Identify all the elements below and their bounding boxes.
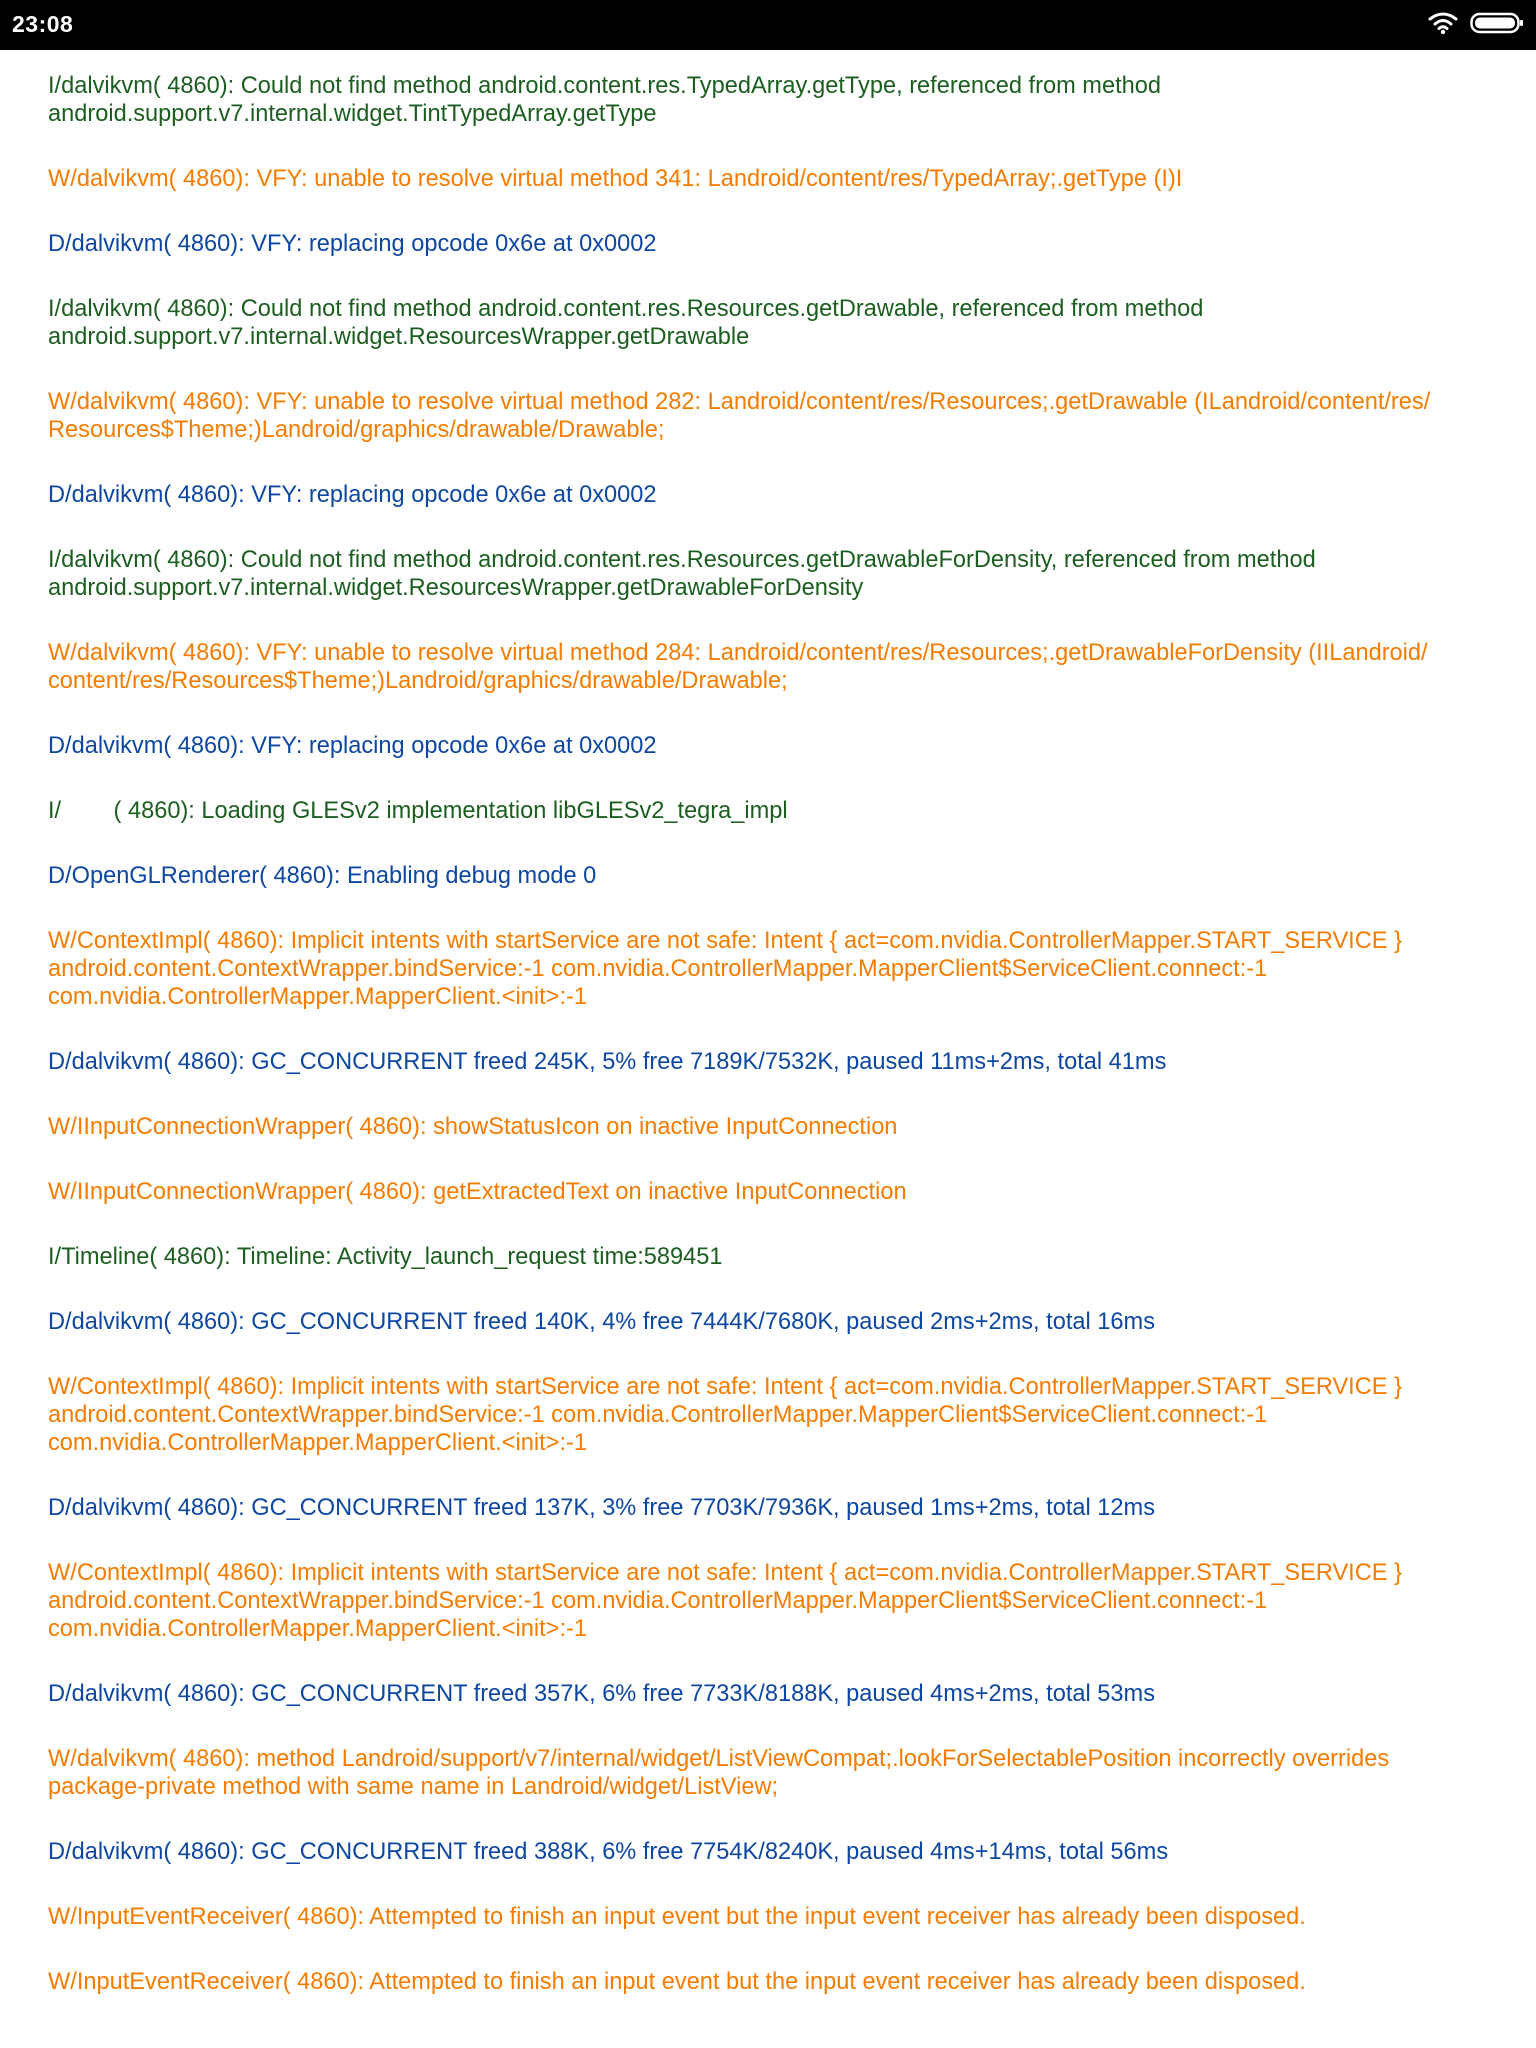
log-entry: W/dalvikvm( 4860): VFY: unable to resolve virtual method 341: Landroid/content/res/TypedArray;.getType (I)I: [48, 166, 1183, 192]
log-entry: W/ContextImpl( 4860): Implicit intents with startService are not safe: Intent { act=com.nvidia.ControllerMapper.START_SERVICE } android.content.ContextWrapper.bindService:-1 com.nvidia.ControllerMapper.MapperClient$ServiceClient.connect:-1 com.nvidia.ControllerMapper.MapperClient.<init>:-1: [48, 928, 1402, 1010]
log-entry: I/dalvikvm( 4860): Could not find method android.content.res.TypedArray.getType, referenced from method android.support.v7.internal.widget.TintTypedArray.getType: [48, 73, 1161, 127]
log-entry: I/Timeline( 4860): Timeline: Activity_launch_request time:589451: [48, 1244, 723, 1270]
log-entry: D/dalvikvm( 4860): VFY: replacing opcode 0x6e at 0x0002: [48, 733, 657, 759]
log-entry: W/dalvikvm( 4860): method Landroid/support/v7/internal/widget/ListViewCompat;.lookForSelectablePosition incorrectly overrides package-private method with same name in Landroid/widget/ListView;: [48, 1746, 1390, 1800]
wifi-icon: [1428, 11, 1458, 40]
log-entry: D/dalvikvm( 4860): GC_CONCURRENT freed 140K, 4% free 7444K/7680K, paused 2ms+2ms, total 16ms: [48, 1309, 1156, 1335]
log-output[interactable]: [48, 72, 1508, 2033]
status-time: 23:08: [12, 11, 74, 37]
log-entry: W/dalvikvm( 4860): VFY: unable to resolve virtual method 284: Landroid/content/res/Resources;.getDrawableForDensity (IILandroid/ content/res/Resources$Theme;)Landroid/graphics/drawable/Drawable;: [48, 640, 1428, 694]
battery-icon: [1470, 11, 1524, 40]
log-entry: W/IInputConnectionWrapper( 4860): getExtractedText on inactive InputConnection: [48, 1179, 907, 1205]
log-entry: D/dalvikvm( 4860): VFY: replacing opcode 0x6e at 0x0002: [48, 231, 657, 257]
status-icons: [1428, 12, 1524, 38]
log-entry: D/dalvikvm( 4860): GC_CONCURRENT freed 245K, 5% free 7189K/7532K, paused 11ms+2ms, total 41ms: [48, 1049, 1167, 1075]
log-entry: W/ContextImpl( 4860): Implicit intents with startService are not safe: Intent { act=com.nvidia.ControllerMapper.START_SERVICE } android.content.ContextWrapper.bindService:-1 com.nvidia.ControllerMapper.MapperClient$ServiceClient.connect:-1 com.nvidia.ControllerMapper.MapperClient.<init>:-1: [48, 1374, 1402, 1456]
log-entry: W/InputEventReceiver( 4860): Attempted to finish an input event but the input event receiver has already been disposed.: [48, 1969, 1306, 1995]
log-entry: D/dalvikvm( 4860): GC_CONCURRENT freed 357K, 6% free 7733K/8188K, paused 4ms+2ms, total 53ms: [48, 1681, 1156, 1707]
status-bar: [0, 0, 1536, 50]
log-entry: I/dalvikvm( 4860): Could not find method android.content.res.Resources.getDrawableForDensity, referenced from method android.support.v7.internal.widget.ResourcesWrapper.getDrawableForDensity: [48, 547, 1316, 601]
log-entry: W/IInputConnectionWrapper( 4860): showStatusIcon on inactive InputConnection: [48, 1114, 898, 1140]
log-entry: W/dalvikvm( 4860): VFY: unable to resolve virtual method 282: Landroid/content/res/Resources;.getDrawable (ILandroid/content/res/ Resources$Theme;)Landroid/graphics/drawable/Drawable;: [48, 389, 1431, 443]
log-entry: W/ContextImpl( 4860): Implicit intents with startService are not safe: Intent { act=com.nvidia.ControllerMapper.START_SERVICE } android.content.ContextWrapper.bindService:-1 com.nvidia.ControllerMapper.MapperClient$ServiceClient.connect:-1 com.nvidia.ControllerMapper.MapperClient.<init>:-1: [48, 1560, 1402, 1642]
log-entry: D/dalvikvm( 4860): GC_CONCURRENT freed 137K, 3% free 7703K/7936K, paused 1ms+2ms, total 12ms: [48, 1495, 1156, 1521]
log-entry: W/InputEventReceiver( 4860): Attempted to finish an input event but the input event receiver has already been disposed.: [48, 1904, 1306, 1930]
log-entry: D/dalvikvm( 4860): VFY: replacing opcode 0x6e at 0x0002: [48, 482, 657, 508]
log-entry: I/dalvikvm( 4860): Could not find method android.content.res.Resources.getDrawable, referenced from method android.support.v7.internal.widget.ResourcesWrapper.getDrawable: [48, 296, 1204, 350]
log-entry: I/ ( 4860): Loading GLESv2 implementation libGLESv2_tegra_impl: [48, 798, 788, 824]
log-entry: D/dalvikvm( 4860): GC_CONCURRENT freed 388K, 6% free 7754K/8240K, paused 4ms+14ms, total 56ms: [48, 1839, 1169, 1865]
log-entry: D/OpenGLRenderer( 4860): Enabling debug mode 0: [48, 863, 597, 889]
